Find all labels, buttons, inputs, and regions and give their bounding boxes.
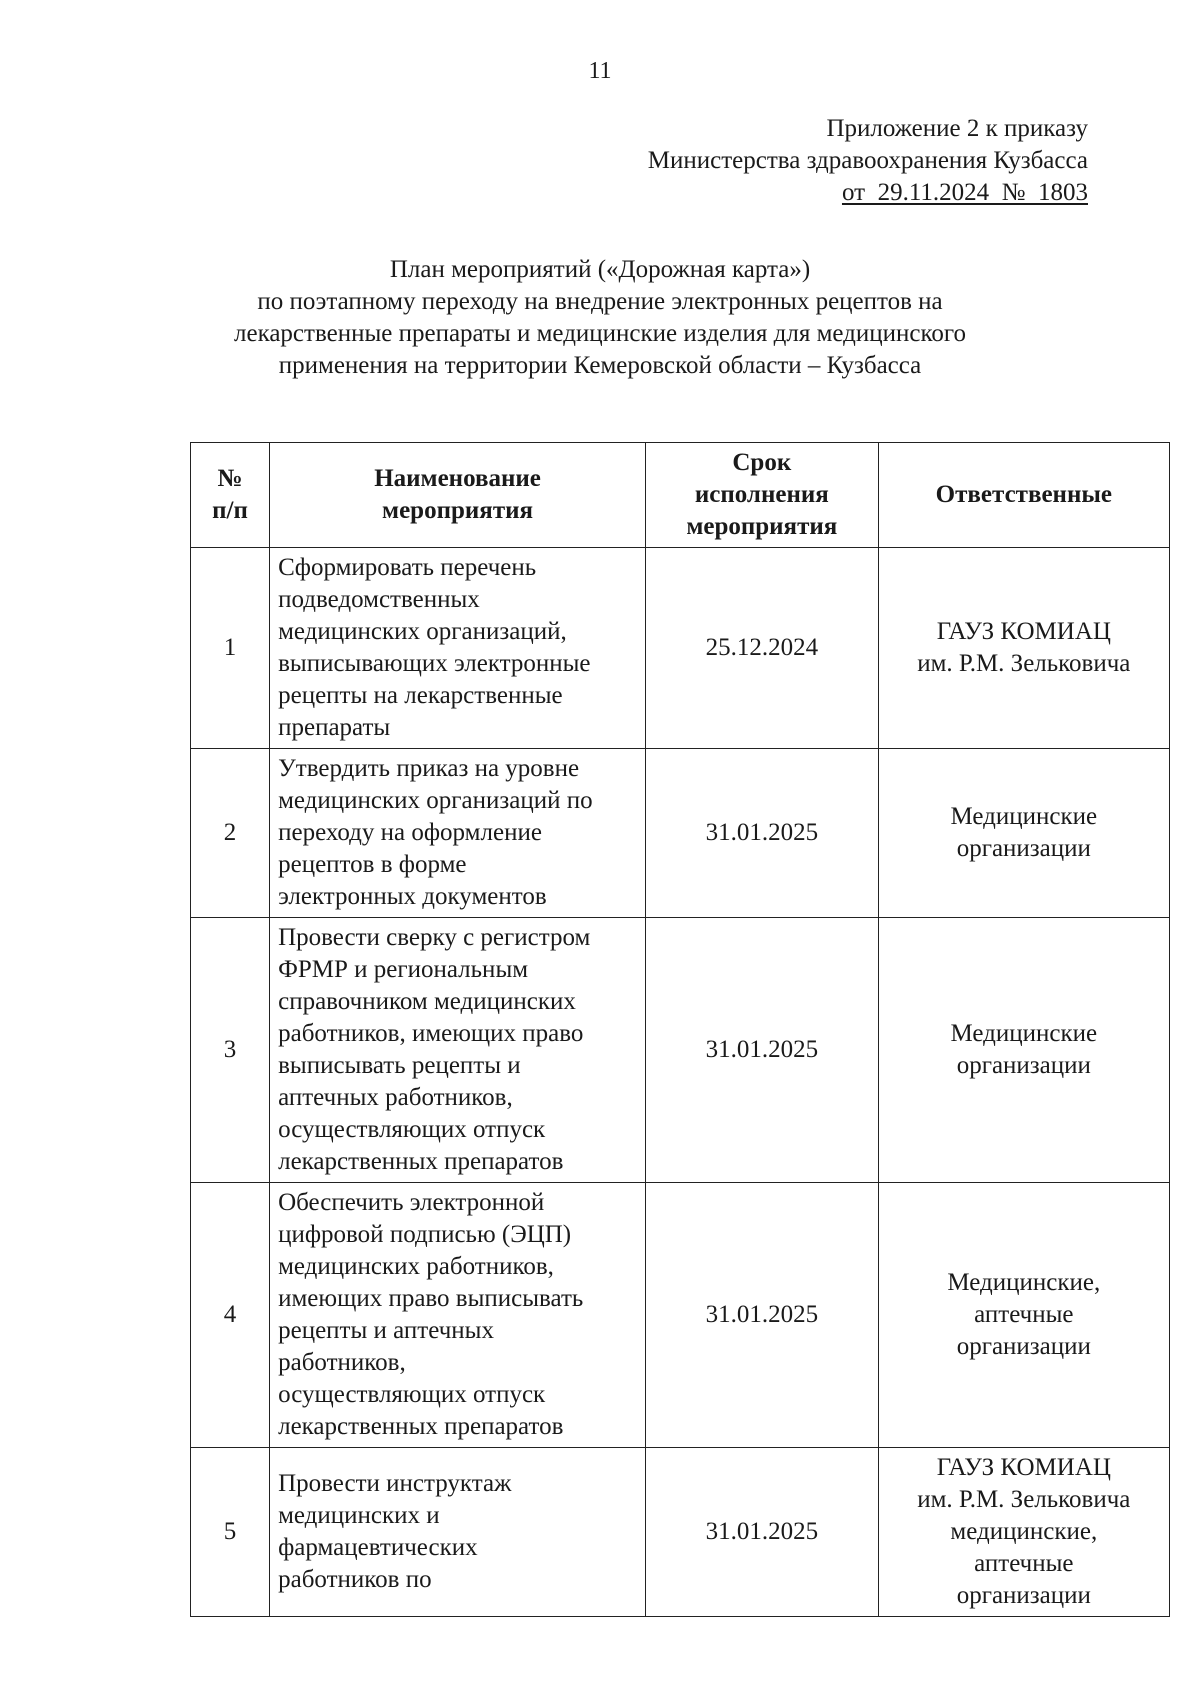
row-number: 1: [191, 548, 270, 749]
table-row: [191, 918, 1170, 1183]
appendix-line-2: Министерства здравоохранения Кузбасса: [647, 147, 1088, 174]
table-header-row: [191, 443, 1170, 548]
table-row: [191, 1448, 1170, 1617]
document-title: [100, 254, 1100, 382]
title-line-3: лекарственные препараты и медицинские изделия для медицинского: [234, 320, 966, 347]
row-responsible: ГАУЗ КОМИАЦ им. Р.М. Зельковича: [878, 548, 1169, 749]
header-number: № п/п: [191, 443, 270, 548]
header-activity-name: Наименование мероприятия: [270, 443, 646, 548]
row-activity: Утвердить приказ на уровне медицинских организаций по переходу на оформление рецептов в форме электронных документов: [270, 749, 646, 918]
row-responsible: Медицинские, аптечные организации: [878, 1183, 1169, 1448]
appendix-reference: [648, 113, 1088, 209]
row-responsible: ГАУЗ КОМИАЦ им. Р.М. Зельковича медицинские, аптечные организации: [878, 1448, 1169, 1617]
row-deadline: 31.01.2025: [645, 918, 878, 1183]
row-responsible: Медицинские организации: [878, 749, 1169, 918]
page-number: 11: [588, 58, 612, 84]
title-line-2: по поэтапному переходу на внедрение электронных рецептов на: [257, 288, 943, 315]
title-line-4: применения на территории Кемеровской области – Кузбасса: [278, 352, 922, 379]
row-deadline: 31.01.2025: [645, 749, 878, 918]
row-deadline: 31.01.2025: [645, 1448, 878, 1617]
row-activity: Сформировать перечень подведомственных медицинских организаций, выписывающих электронные рецепты на лекарственные препараты: [270, 548, 646, 749]
order-number-line: от 29.11.2024 № 1803: [841, 179, 1088, 206]
appendix-line-1: Приложение 2 к приказу: [826, 115, 1088, 142]
row-number: 2: [191, 749, 270, 918]
row-responsible: Медицинские организации: [878, 918, 1169, 1183]
header-deadline: Срок исполнения мероприятия: [645, 443, 878, 548]
row-deadline: 31.01.2025: [645, 1183, 878, 1448]
row-number: 5: [191, 1448, 270, 1617]
row-number: 4: [191, 1183, 270, 1448]
table-row: [191, 548, 1170, 749]
table-row: [191, 749, 1170, 918]
row-activity: Обеспечить электронной цифровой подписью (ЭЦП) медицинских работников, имеющих право выписывать рецепты и аптечных работников, осуществляющих отпуск лекарственных препаратов: [270, 1183, 646, 1448]
table-row: [191, 1183, 1170, 1448]
row-deadline: 25.12.2024: [645, 548, 878, 749]
row-activity: Провести инструктаж медицинских и фармацевтических работников по: [270, 1448, 646, 1617]
row-number: 3: [191, 918, 270, 1183]
row-activity: Провести сверку с регистром ФРМР и региональным справочником медицинских работников, имеющих право выписывать рецепты и аптечных работников, осуществляющих отпуск лекарственных препаратов: [270, 918, 646, 1183]
header-responsible: Ответственные: [878, 443, 1169, 548]
title-line-1: План мероприятий («Дорожная карта»): [389, 256, 811, 283]
roadmap-table: [190, 442, 1170, 1617]
